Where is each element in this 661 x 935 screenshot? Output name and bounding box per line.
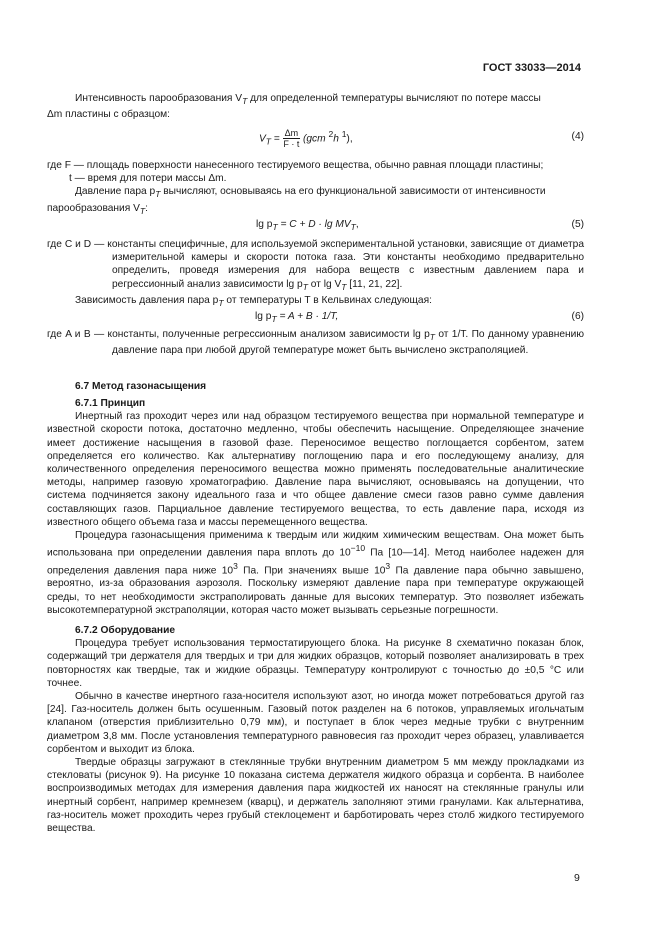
page-number: 9 — [574, 872, 580, 884]
section-6-7-2 — [47, 624, 584, 835]
fraction: $\frac{\Delta m}{F \cdot t}$ — [283, 128, 300, 150]
formula-number: (4) — [571, 131, 584, 142]
where-ab: где A и B — константы, полученные регрессионным анализом зависимости $\lg p_T$ от 1/T. По данному уравнению давление пара при любой другой температуре может быть вычислено экстраполяцией. — [47, 329, 584, 357]
paragraph-dependency: Зависимость давления пара $p_T$ от температуры T в Кельвинах следующая: — [75, 294, 432, 308]
where-block-2 — [47, 238, 584, 310]
formula-4: $V_T$ = $\frac{\Delta m}{F \cdot t}$ (gcm $^2$h $^1$), (4) — [259, 128, 584, 150]
where-block-1 — [47, 159, 584, 218]
section-intro — [47, 92, 584, 121]
heading-6-7-2: 6.7.2 Оборудование — [75, 625, 175, 636]
paragraph-principle: Инертный газ проходит через или над образцом тестируемого вещества при нормальной температуре и известной скорости потока, достаточно медленно, чтобы обеспечить насыщение. Определяющее значение имеет достижение насыщения в газовой фазе. Переносимое вещество поглощается сорбентом, затем определяется его количество. Как альтернативу поглощению пара и его последующему анализу, для количественного определения переносимого вещества можно применять последовательные аналитические методы, например газовую хроматографию. Давление пара вычисляют, основываясь на допущении, что система подчиняется закону идеального газа и что общее давление смеси газов равно сумме давления составляющих газов. Парциальное давление тестируемого вещества, то есть давление пара, исходя из известного общего объема газа и массы перемещенного вещества. — [47, 411, 584, 528]
paragraph-solid-samples: Твердые образцы загружают в стеклянные трубки внутренним диаметром 5 мм между прокладками из стекловаты (рисунок 9). На рисунке 10 показана система держателя жидкого образца и сорбента. В наиболее воспроизводимых методах для измерения давления пара жидкостей их наносят на стеклянные гранулы или инертный сорбент, например кремнезем (кварц), и держатель заполняют этими гранулами. Как альтернатива, газ-носитель может проходить через грубый стеклоцемент и барботировать через столб жидкого тестируемого вещества. — [47, 757, 584, 835]
paragraph-pressure-line2: парообразования $V_T$: — [47, 202, 148, 216]
where-t: t — время для потери массы Δm. — [69, 173, 227, 185]
paragraph-intensity-line2: Δm пластины с образцом: — [47, 109, 171, 121]
heading-6-7-1: 6.7.1 Принцип — [75, 398, 146, 409]
paragraph-pressure: Давление пара $p_T$ вычисляют, основываясь на его функциональной зависимости от интенсивности — [75, 186, 546, 200]
paragraph-carrier-gas: Обычно в качестве инертного газа-носителя используют азот, но иногда может потребоваться другой газ [24]. Газ-носитель должен быть осушенным. Газовый поток разделен на 6 потоков, управляемых игольчатым клапаном (отверстия приблизительно 0,79 мм), и поступает в блок через медные трубки с внутренним диаметром 3,8 мм. После установления температурного равновесия газ проходит через образец, улавливается сорбентом и выходит из блока. — [47, 691, 584, 755]
document-header: ГОСТ 33033—2014 — [482, 62, 581, 74]
paragraph-intensity: Интенсивность парообразования $V_T$ для определенной температуры вычисляют по потере массы — [75, 93, 541, 107]
where-cd: где C и D — константы специфичные, для используемой экспериментальной установки, зависящие от диаметра измерительной камеры и скорости потока газа. Эти константы необходимо предварительно определить, проведя измерения для набора веществ с известным давлением пара и регрессионный анализ зависимости $\lg p_T$ от $\lg V_T$ [11, 21, 22]. — [47, 239, 584, 292]
paragraph-equipment: Процедура требует использования термостатирующего блока. На рисунке 8 схематично показан блок, содержащий три держателя для твердых и три для жидких образцов, который позволяет анализировать в трех повторностях как твердые, так и жидкие образцы. Температуру контролируют с точностью до ±0,5 °C или точнее. — [47, 638, 584, 689]
section-6-7 — [47, 380, 584, 393]
formula-6: $\lg p_T = A + B \cdot 1/T$, (6) — [255, 311, 584, 325]
paragraph-procedure: Процедура газонасыщения применима к твердым или жидким химическим веществам. Она может быть использована при определении давления пара вплоть до $10^{-10}$ Па [10—14]. Метод наиболее надежен для определения давления пара ниже $10^3$ Па. При значениях выше $10^3$ Па давление пара обычно завышено, вероятно, из-за образования аэрозоля. Поскольку измеряют давление пара при температуре окружающей среды, то нет необходимости экстраполировать данные для высоких температур. Это позволяет избежать высокотемпературной экстраполяции, которая часто может вызывать серьезные погрешности. — [47, 530, 584, 616]
formula-number: (6) — [571, 311, 584, 322]
formula-5: $\lg p_T = C + D \cdot \lg MV_T$, (5) — [256, 219, 584, 233]
where-f: где F — площадь поверхности нанесенного тестируемого вещества, обычно равная площади пластины; — [47, 160, 544, 171]
where-block-3 — [47, 328, 584, 357]
formula-number: (5) — [571, 219, 584, 230]
heading-6-7: 6.7 Метод газонасыщения — [75, 381, 207, 392]
section-6-7-1 — [47, 397, 584, 617]
